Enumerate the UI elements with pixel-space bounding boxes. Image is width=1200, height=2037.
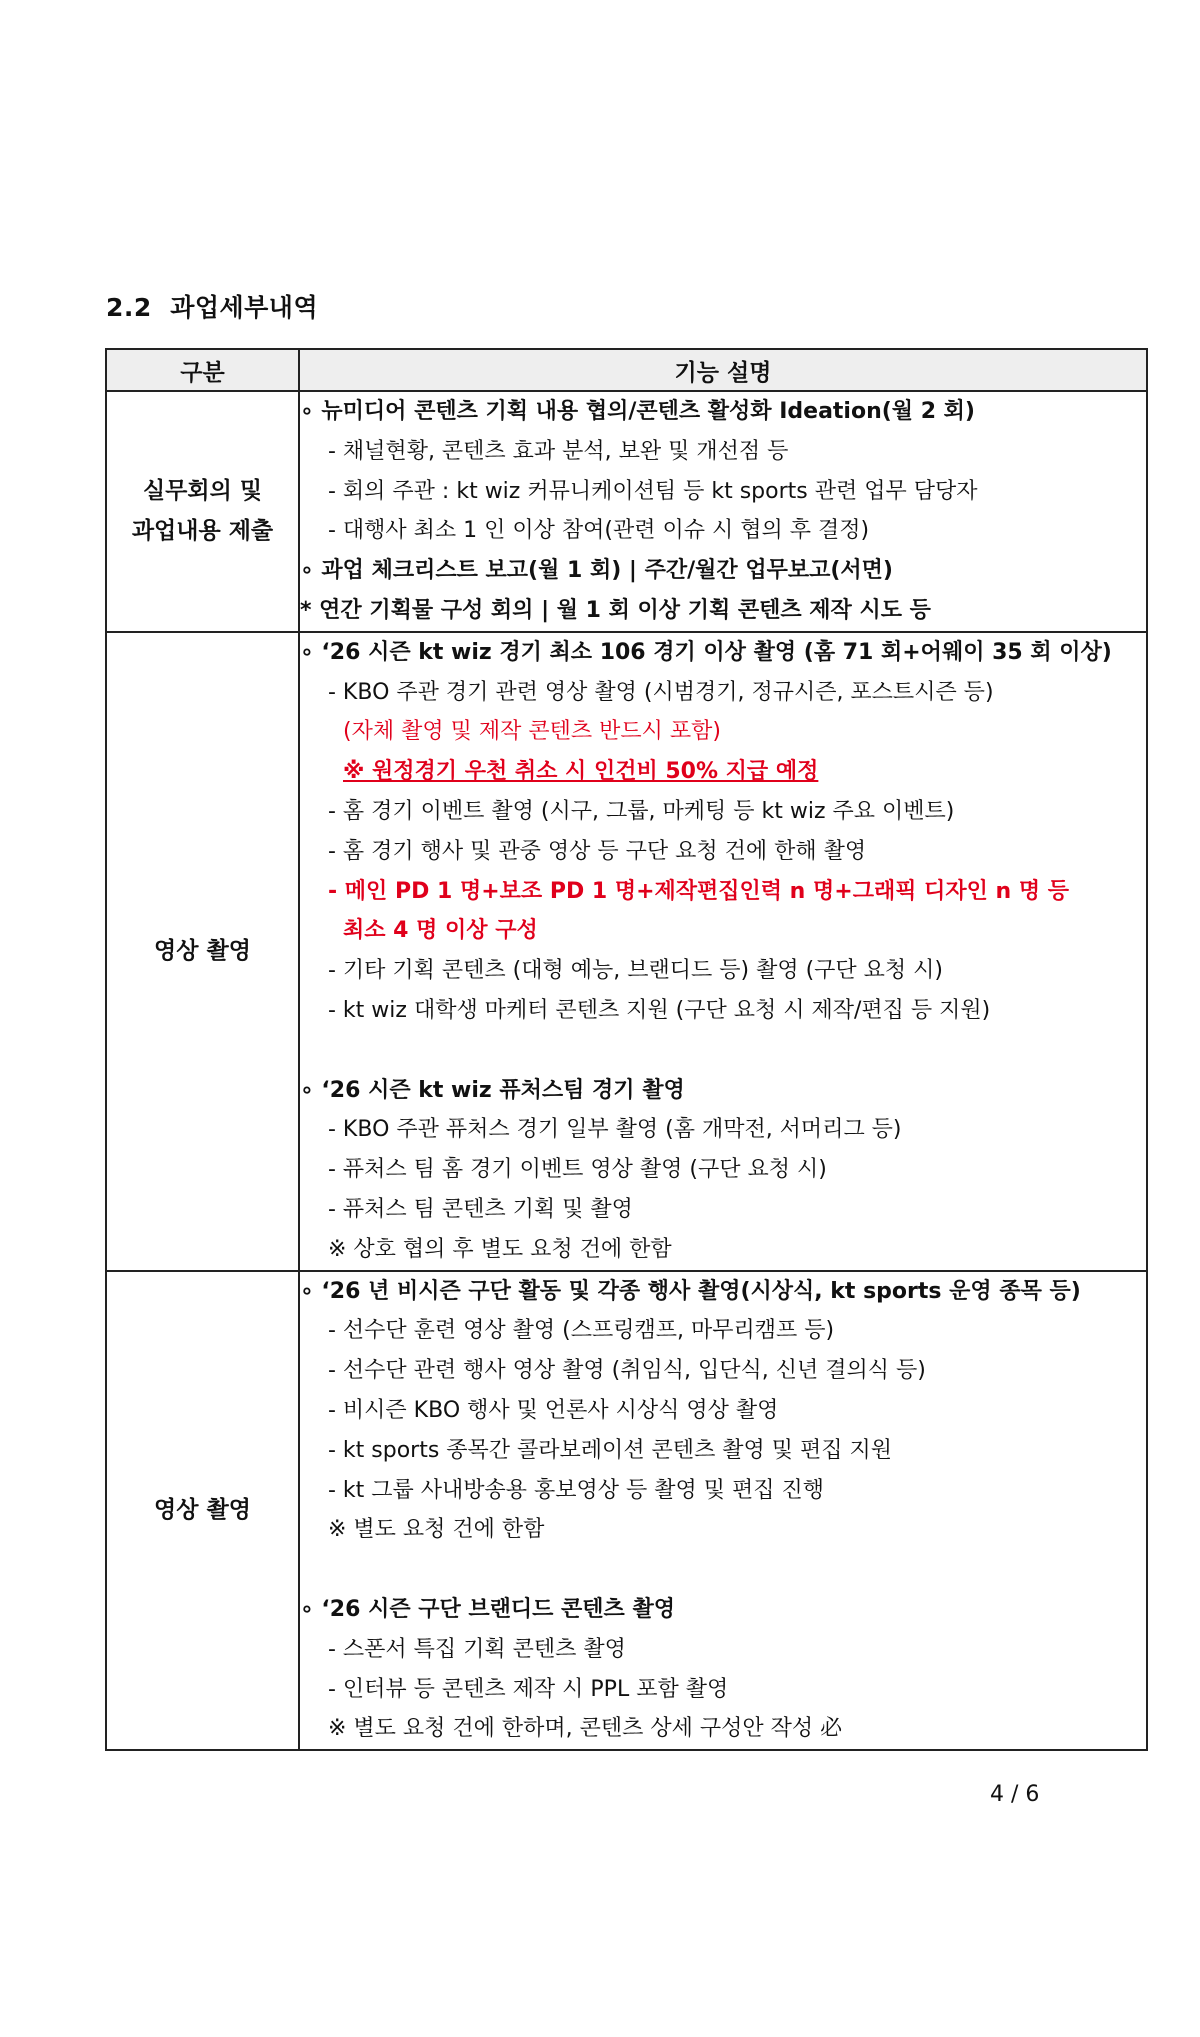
list-item: - 선수단 훈련 영상 촬영 (스프링캠프, 마무리캠프 등) (328, 1318, 835, 1344)
list-item: - 비시즌 KBO 행사 및 언론사 시상식 영상 촬영 (328, 1397, 779, 1423)
list-item: - 퓨처스 팀 콘텐츠 기획 및 촬영 (328, 1196, 633, 1222)
red-note-emphasis: 최소 4 명 이상 구성 (343, 918, 538, 944)
list-item: - 홈 경기 행사 및 관중 영상 등 구단 요청 건에 한해 촬영 (328, 838, 867, 864)
description-cell (299, 1271, 1147, 1751)
category-cell (106, 391, 299, 632)
list-item: - KBO 주관 경기 관련 영상 촬영 (시범경기, 정규시즌, 포스트시즌 등) (328, 679, 994, 705)
table-row (106, 632, 1147, 1271)
spacer (300, 1550, 1146, 1590)
bullet-heading: ∘ ‘26 시즌 kt wiz 퓨처스팀 경기 촬영 (300, 1077, 685, 1103)
list-item: - kt wiz 대학생 마케터 콘텐츠 지원 (구단 요청 시 제작/편집 등 지원) (328, 997, 991, 1023)
category-label: 과업내용 제출 (131, 518, 274, 545)
description-cell (299, 632, 1147, 1271)
table-row (106, 1271, 1147, 1751)
list-item: - 채널현황, 콘텐츠 효과 분석, 보완 및 개선점 등 (328, 438, 789, 464)
bullet-heading: ∘ 과업 체크리스트 보고(월 1 회) | 주간/월간 업무보고(서면) (300, 558, 893, 584)
table-header-row (106, 349, 1147, 391)
header-category: 구분 (106, 349, 299, 391)
category-label: 실무회의 및 (142, 478, 263, 505)
list-item: - 홈 경기 이벤트 촬영 (시구, 그룹, 마케팅 등 kt wiz 주요 이벤트) (328, 798, 955, 824)
list-item: - 스폰서 특집 기획 콘텐츠 촬영 (328, 1636, 626, 1662)
list-item: - 퓨처스 팀 홈 경기 이벤트 영상 촬영 (구단 요청 시) (328, 1157, 827, 1183)
list-item: - 기타 기획 콘텐츠 (대형 예능, 브랜디드 등) 촬영 (구단 요청 시) (328, 958, 943, 984)
spacer (300, 1031, 1146, 1071)
red-note: (자체 촬영 및 제작 콘텐츠 반드시 포함) (343, 719, 721, 745)
red-note-emphasis: - 메인 PD 1 명+보조 PD 1 명+제작편집인력 n 명+그래픽 디자인 n 명 등 (328, 878, 1070, 904)
underlined-text: ※ 원정경기 우천 취소 시 인건비 50% 지급 예정 (343, 759, 819, 785)
list-item: - kt sports 종목간 콜라보레이션 콘텐츠 촬영 및 편집 지원 (328, 1437, 893, 1463)
task-detail-table (105, 348, 1148, 1751)
section-title: 2.2 과업세부내역 (106, 293, 319, 322)
bullet-heading: ∘ ‘26 시즌 kt wiz 경기 최소 106 경기 이상 촬영 (홈 71 회+어웨이 35 회 이상) (300, 639, 1112, 665)
category-cell: 영상 촬영 (106, 632, 299, 1271)
list-item: - 선수단 관련 행사 영상 촬영 (취임식, 입단식, 신년 결의식 등) (328, 1358, 926, 1384)
bullet-heading: * 연간 기획물 구성 회의 | 월 1 회 이상 기획 콘텐츠 제작 시도 등 (300, 597, 931, 623)
header-description: 기능 설명 (299, 349, 1147, 391)
bullet-heading: ∘ ‘26 년 비시즌 구단 활동 및 각종 행사 촬영(시상식, kt sports 운영 종목 등) (300, 1278, 1081, 1304)
bullet-heading: ∘ ‘26 시즌 구단 브랜디드 콘텐츠 촬영 (300, 1596, 675, 1622)
page-number: 4 / 6 (990, 1782, 1040, 1807)
list-item: - 인터뷰 등 콘텐츠 제작 시 PPL 포함 촬영 (328, 1676, 729, 1702)
note-item: ※ 상호 협의 후 별도 요청 건에 한함 (328, 1236, 672, 1262)
list-item: - kt 그룹 사내방송용 홍보영상 등 촬영 및 편집 진행 (328, 1477, 825, 1503)
note-item: ※ 별도 요청 건에 한함 (328, 1517, 545, 1543)
list-item: - KBO 주관 퓨처스 경기 일부 촬영 (홈 개막전, 서머리그 등) (328, 1117, 902, 1143)
list-item: - 회의 주관 : kt wiz 커뮤니케이션팀 등 kt sports 관련 업무 담당자 (328, 478, 978, 504)
note-item: ※ 별도 요청 건에 한하며, 콘텐츠 상세 구성안 작성 必 (328, 1716, 843, 1742)
bullet-heading: ∘ 뉴미디어 콘텐츠 기획 내용 협의/콘텐츠 활성화 Ideation(월 2 회) (300, 399, 975, 424)
red-note-emphasis (300, 752, 1146, 792)
list-item: - 대행사 최소 1 인 이상 참여(관련 이슈 시 협의 후 결정) (328, 518, 870, 544)
table-row (106, 391, 1147, 632)
category-cell: 영상 촬영 (106, 1271, 299, 1751)
description-cell (299, 391, 1147, 632)
